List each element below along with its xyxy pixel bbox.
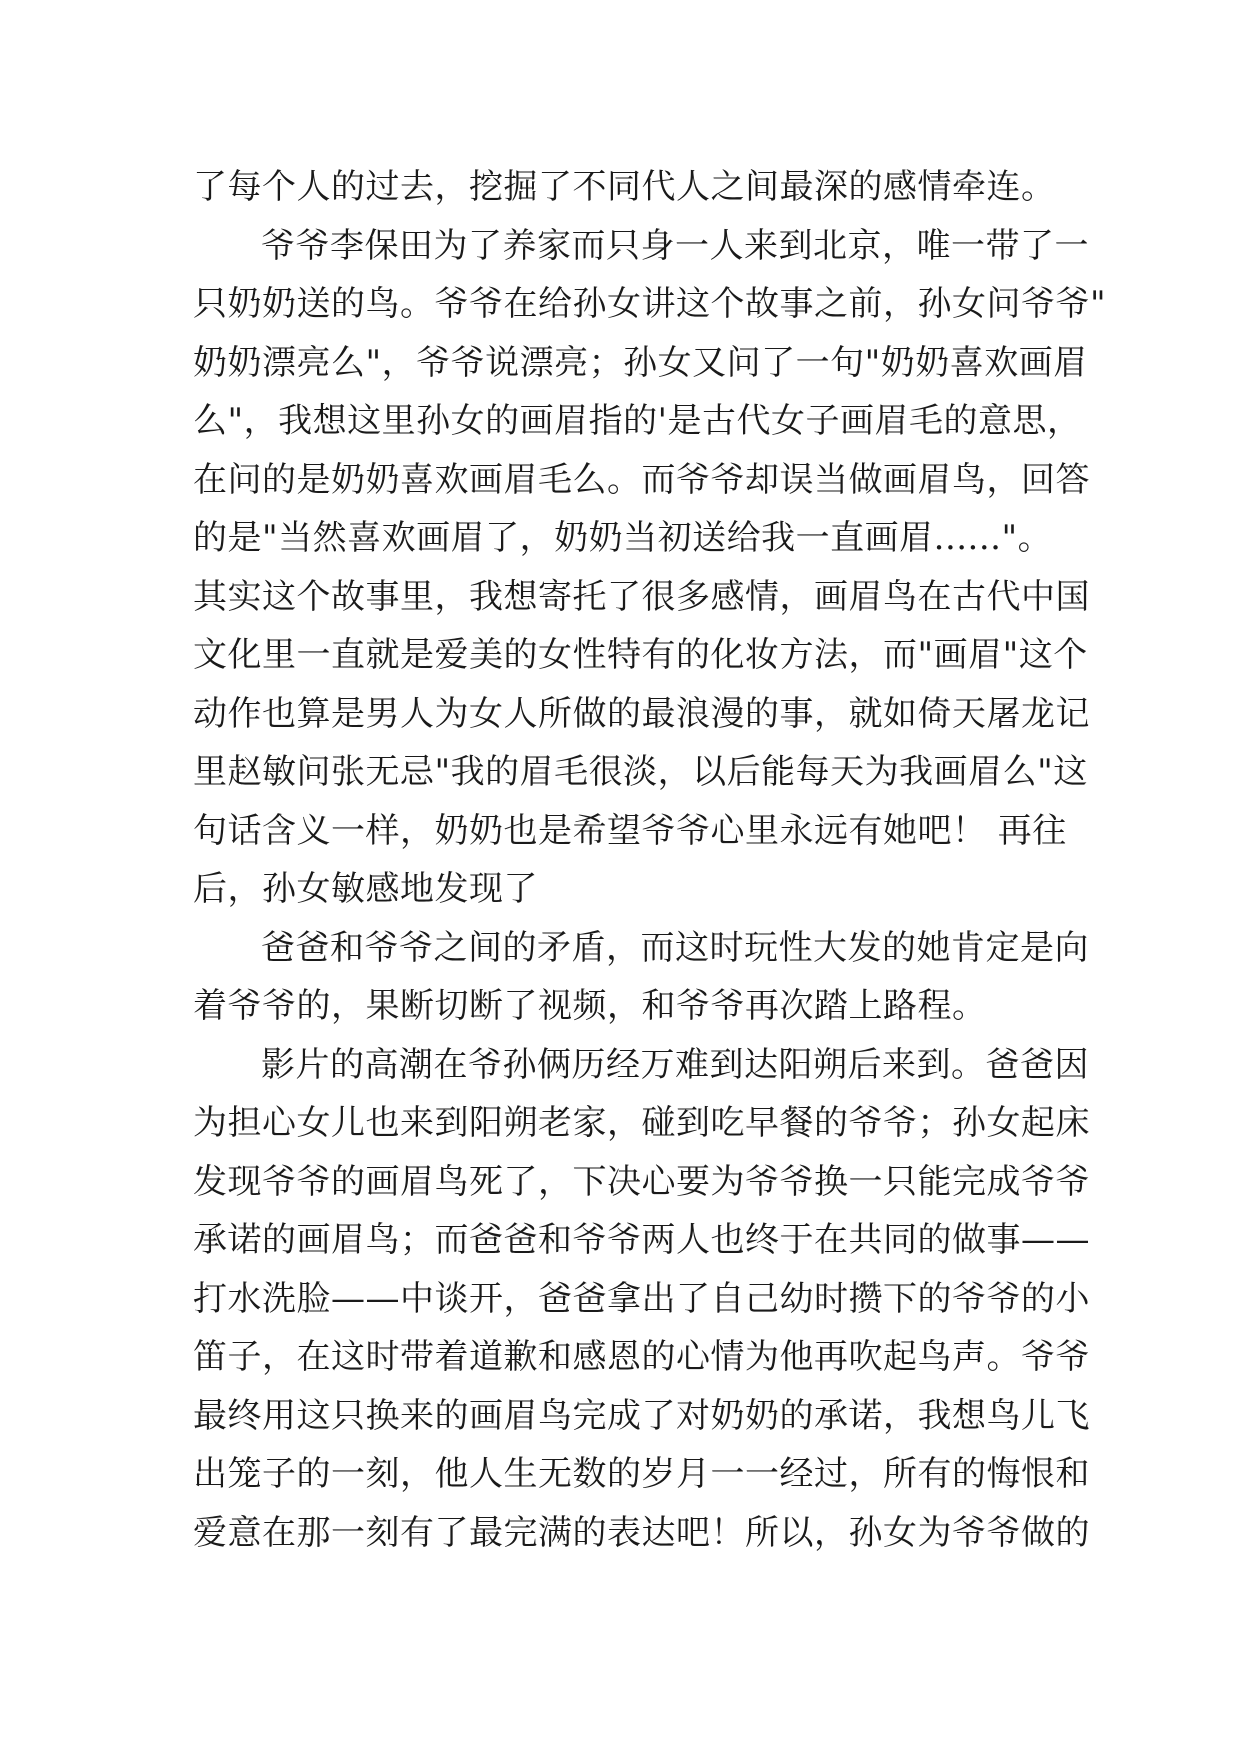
text-line: 爱意在那一刻有了最完满的表达吧！所以，孙女为爷爷做的	[193, 1512, 1090, 1553]
text-line: 爷爷李保田为了养家而只身一人来到北京，唯一带了一	[261, 225, 1089, 266]
text-line: 么"，我想这里孙女的画眉指的'是古代女子画眉毛的意思，	[193, 401, 1082, 441]
text-line: 其实这个故事里，我想寄托了很多感情，画眉鸟在古代中国	[193, 576, 1090, 617]
text-line: 爸爸和爷爷之间的矛盾，而这时玩性大发的她肯定是向	[261, 927, 1089, 968]
text-line: 打水洗脸——中谈开，爸爸拿出了自己幼时攒下的爷爷的小	[193, 1278, 1090, 1319]
text-line: 影片的高潮在爷孙俩历经万难到达阳朔后来到。爸爸因	[261, 1044, 1089, 1085]
text-line: 里赵敏问张无忌"我的眉毛很淡，以后能每天为我画眉么"这	[193, 752, 1088, 792]
text-line: 句话含义一样，奶奶也是希望爷爷心里永远有她吧！ 再往	[193, 810, 1067, 851]
text-line: 后，孙女敏感地发现了	[193, 869, 538, 909]
text-line: 为担心女儿也来到阳朔老家，碰到吃早餐的爷爷；孙女起床	[193, 1103, 1090, 1143]
text-line: 文化里一直就是爱美的女性特有的化妆方法，而"画眉"这个	[193, 635, 1088, 675]
text-line: 承诺的画眉鸟；而爸爸和爷爷两人也终于在共同的做事——	[193, 1220, 1090, 1260]
text-line: 动作也算是男人为女人所做的最浪漫的事，就如倚天屠龙记	[193, 693, 1090, 734]
text-line: 着爷爷的，果断切断了视频，和爷爷再次踏上路程。	[193, 986, 987, 1026]
text-line: 发现爷爷的画眉鸟死了，下决心要为爷爷换一只能完成爷爷	[193, 1161, 1090, 1202]
text-line: 奶奶漂亮么"，爷爷说漂亮；孙女又问了一句"奶奶喜欢画眉	[193, 342, 1088, 383]
text-line: 在问的是奶奶喜欢画眉毛么。而爷爷却误当做画眉鸟，回答	[193, 459, 1090, 500]
text-line: 最终用这只换来的画眉鸟完成了对奶奶的承诺，我想鸟儿飞	[193, 1395, 1090, 1436]
text-line: 只奶奶送的鸟。爷爷在给孙女讲这个故事之前，孙女问爷爷"	[193, 284, 1107, 324]
text-line: 出笼子的一刻，他人生无数的岁月一一经过，所有的悔恨和	[193, 1454, 1090, 1494]
text-line: 的是"当然喜欢画眉了，奶奶当初送给我一直画眉......"。	[193, 518, 1053, 558]
text-line: 了每个人的过去，挖掘了不同代人之间最深的感情牵连。	[193, 167, 1056, 207]
body-text	[193, 158, 1107, 1562]
text-line: 笛子，在这时带着道歉和感恩的心情为他再吹起鸟声。爷爷	[193, 1337, 1090, 1377]
